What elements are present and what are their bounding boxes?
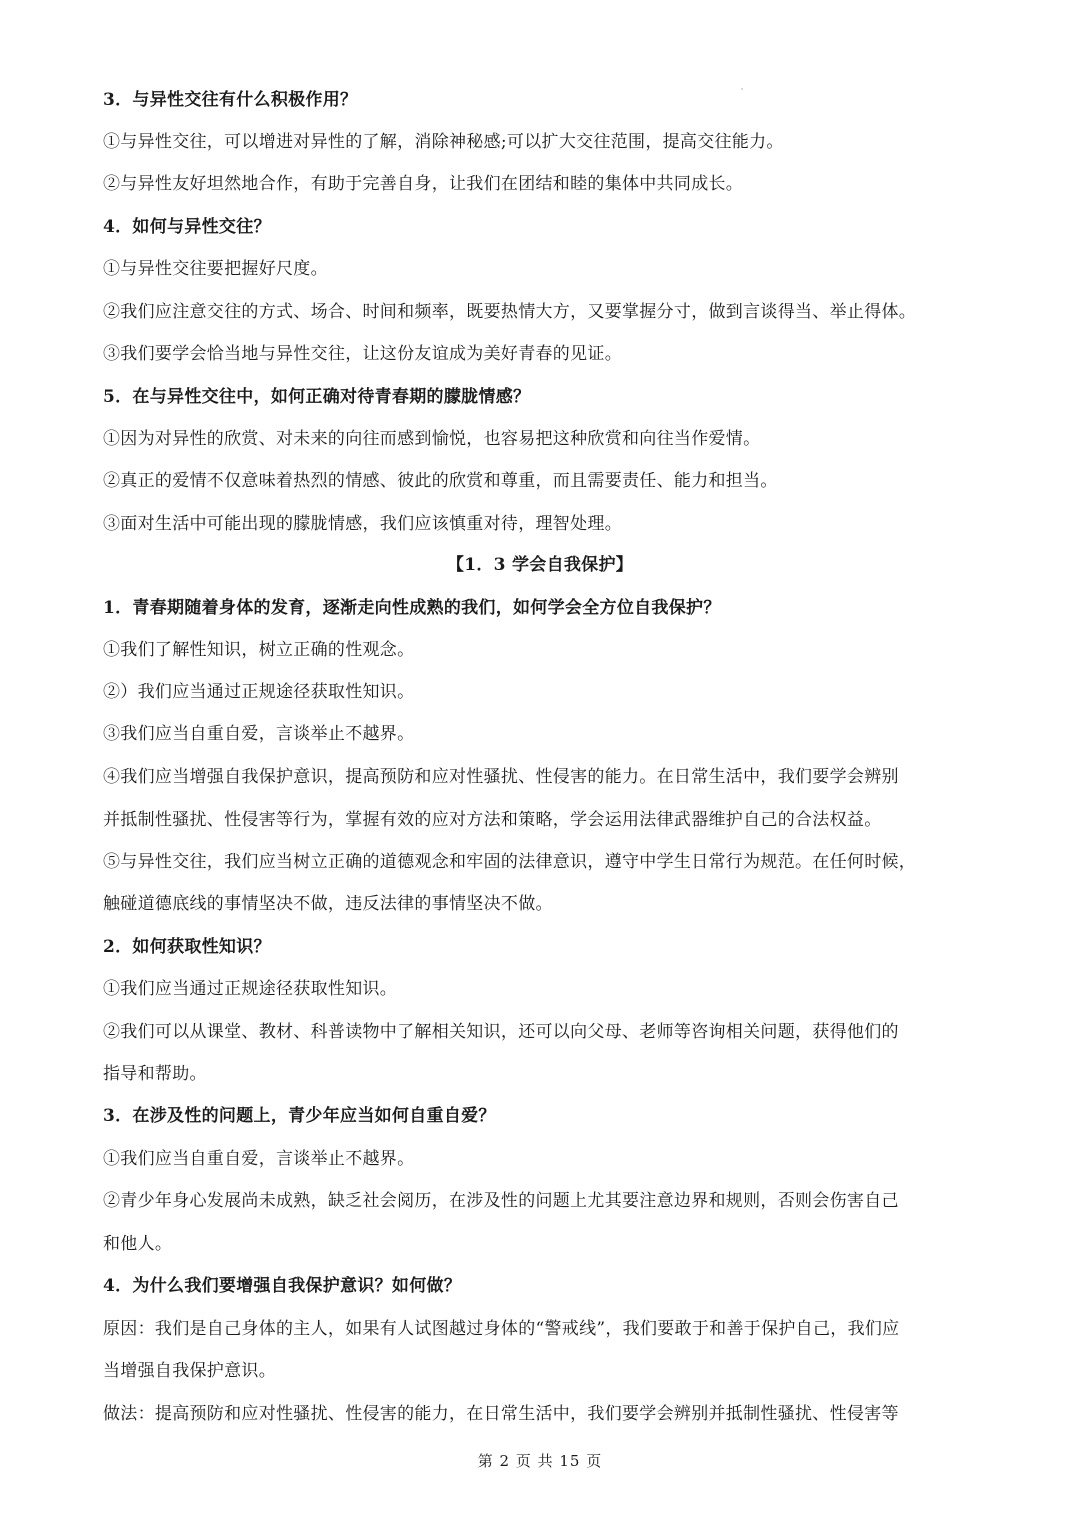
answer-line: 指导和帮助。 <box>103 1064 207 1084</box>
answer-line: ①与异性交往要把握好尺度。 <box>103 259 328 279</box>
question-heading: 3．在涉及性的问题上，青少年应当如何自重自爱？ <box>103 1106 496 1126</box>
answer-line: ①我们应当自重自爱，言谈举止不越界。 <box>103 1149 415 1169</box>
answer-line: ①因为对异性的欣赏、对未来的向往而感到愉悦，也容易把这种欣赏和向往当作爱情。 <box>103 429 761 449</box>
answer-line: ④我们应当增强自我保护意识，提高预防和应对性骚扰、性侵害的能力。在日常生活中，我们要学会辨别 <box>103 767 899 787</box>
answer-line: ②青少年身心发展尚未成熟，缺乏社会阅历，在涉及性的问题上尤其要注意边界和规则，否则会伤害自己 <box>103 1191 899 1211</box>
answer-line: ③我们要学会恰当地与异性交往，让这份友谊成为美好青春的见证。 <box>103 344 622 364</box>
answer-line: 和他人。 <box>103 1234 173 1254</box>
answer-line: 原因：我们是自己身体的主人，如果有人试图越过身体的“警戒线”，我们要敢于和善于保护自己，我们应 <box>103 1319 900 1339</box>
answer-line: 触碰道德底线的事情坚决不做，违反法律的事情坚决不做。 <box>103 894 553 914</box>
answer-line: ②与异性友好坦然地合作，有助于完善自身，让我们在团结和睦的集体中共同成长。 <box>103 174 744 194</box>
question-heading: 2．如何获取性知识？ <box>103 937 271 957</box>
answer-line: ⑤与异性交往，我们应当树立正确的道德观念和牢固的法律意识，遵守中学生日常行为规范。在任何时候， <box>103 852 917 872</box>
answer-line: 做法：提高预防和应对性骚扰、性侵害的能力，在日常生活中，我们要学会辨别并抵制性骚扰、性侵害等 <box>103 1404 899 1424</box>
answer-line: 当增强自我保护意识。 <box>103 1361 276 1381</box>
question-heading: 1．青春期随着身体的发育，逐渐走向性成熟的我们，如何学会全方位自我保护？ <box>103 598 721 618</box>
answer-line: ③我们应当自重自爱，言谈举止不越界。 <box>103 724 415 744</box>
answer-line: ②）我们应当通过正规途径获取性知识。 <box>103 682 415 702</box>
answer-line: ①我们应当通过正规途径获取性知识。 <box>103 979 398 999</box>
question-heading: 4．为什么我们要增强自我保护意识？如何做？ <box>103 1276 462 1296</box>
answer-line: ②我们可以从课堂、教材、科普读物中了解相关知识，还可以向父母、老师等咨询相关问题，获得他们的 <box>103 1022 899 1042</box>
question-heading: 5．在与异性交往中，如何正确对待青春期的朦胧情感？ <box>103 387 531 407</box>
question-heading: 3．与异性交往有什么积极作用？ <box>103 90 358 110</box>
section-title: 【1．3 学会自我保护】 <box>446 555 634 575</box>
answer-line: 并抵制性骚扰、性侵害等行为，掌握有效的应对方法和策略，学会运用法律武器维护自己的合法权益。 <box>103 810 882 830</box>
answer-line: ②我们应注意交往的方式、场合、时间和频率，既要热情大方，又要掌握分寸，做到言谈得当、举止得体。 <box>103 302 917 322</box>
answer-line: ①我们了解性知识，树立正确的性观念。 <box>103 640 415 660</box>
answer-line: ②真正的爱情不仅意味着热烈的情感、彼此的欣赏和尊重，而且需要责任、能力和担当。 <box>103 471 778 491</box>
answer-line: ③面对生活中可能出现的朦胧情感，我们应该慎重对待，理智处理。 <box>103 514 622 534</box>
question-heading: 4．如何与异性交往？ <box>103 217 271 237</box>
page-footer: 第 2 页 共 15 页 <box>477 1452 603 1470</box>
answer-line: ①与异性交往，可以增进对异性的了解，消除神秘感;可以扩大交往范围，提高交往能力。 <box>103 132 784 152</box>
